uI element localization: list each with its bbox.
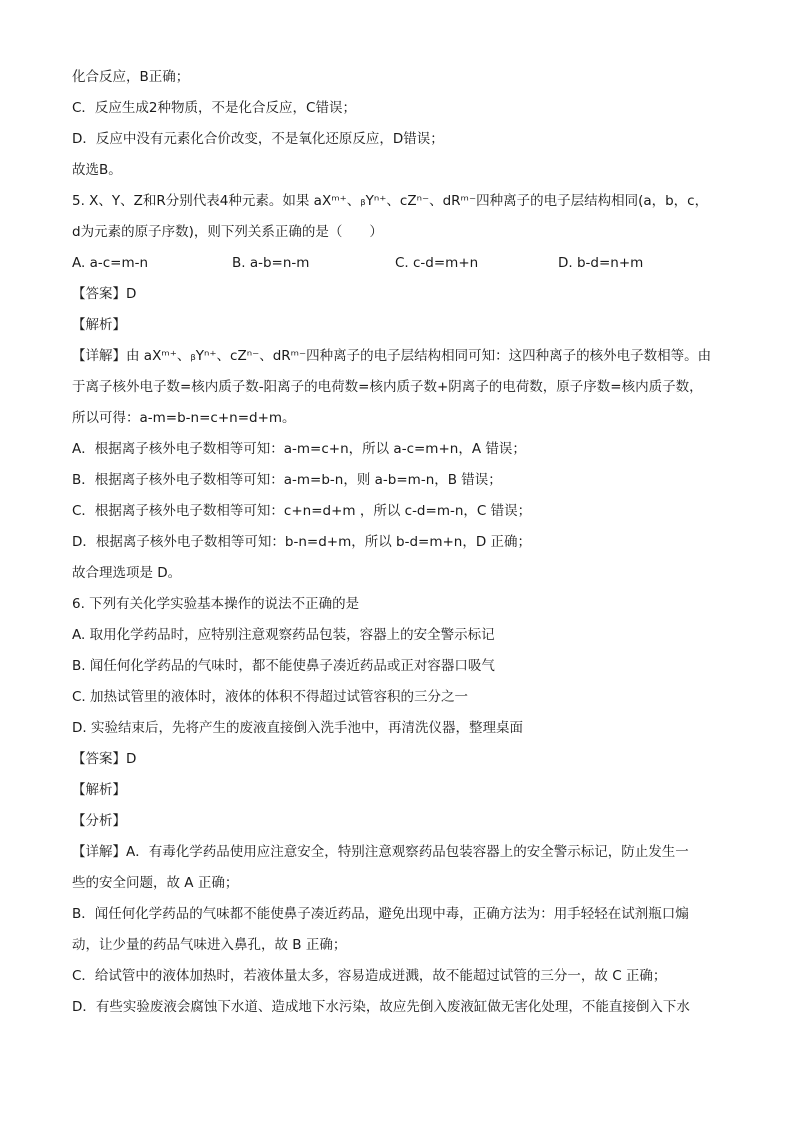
q6-analysis-heading: 【解析】: [72, 782, 126, 798]
q5-option-c: C. c-d=m+n: [395, 255, 479, 271]
q6-detail-c: C．给试管中的液体加热时，若液体量太多，容易造成迸溅，故不能超过试管的三分一，故 C 正确；: [72, 968, 667, 984]
q5-options: [72, 248, 722, 279]
q6-option-d: D. 实验结束后，先将产生的废液直接倒入洗手池中，再清洗仪器，整理桌面: [72, 720, 523, 736]
q6-detail-a1: 【详解】A．有毒化学药品使用应注意安全，特别注意观察药品包装容器上的安全警示标记，防止发生一: [72, 844, 689, 860]
q6-answer: 【答案】D: [72, 751, 137, 767]
text-line: 故选B。: [72, 162, 122, 178]
q6-stem: 6. 下列有关化学实验基本操作的说法不正确的是: [72, 596, 360, 612]
q5-answer: 【答案】D: [72, 286, 137, 302]
text-line: D．反应中没有元素化合价改变，不是氧化还原反应，D错误；: [72, 131, 444, 147]
q5-explain-c: C．根据离子核外电子数相等可知：c+n=d+m ，所以 c-d=m-n，C 错误；: [72, 503, 532, 519]
document-body: [72, 62, 722, 1023]
q5-conclusion: 故合理选项是 D。: [72, 565, 182, 581]
q5-stem-line2: d为元素的原子序数)，则下列关系正确的是（ ）: [72, 224, 383, 240]
q6-detail-b1: B．闻任何化学药品的气味都不能使鼻子凑近药品，避免出现中毒，正确方法为：用手轻轻在试剂瓶口煽: [72, 906, 689, 922]
q6-fenxi-heading: 【分析】: [72, 813, 126, 829]
q5-explain-d: D．根据离子核外电子数相等可知：b-n=d+m，所以 b-d=m+n，D 正确；: [72, 534, 532, 550]
text-line: 化合反应，B正确；: [72, 69, 190, 85]
q6-option-c: C. 加热试管里的液体时，液体的体积不得超过试管容积的三分之一: [72, 689, 469, 705]
q5-explain-b: B．根据离子核外电子数相等可知：a-m=b-n，则 a-b=m-n，B 错误；: [72, 472, 502, 488]
q5-option-d: D. b-d=n+m: [558, 255, 644, 271]
text-line: C．反应生成2种物质，不是化合反应，C错误；: [72, 100, 356, 116]
q5-detail-line3: 所以可得：a-m=b-n=c+n=d+m。: [72, 410, 296, 426]
q6-detail-d: D．有些实验废液会腐蚀下水道、造成地下水污染，故应先倒入废液缸做无害化处理，不能直接倒入下水: [72, 999, 690, 1015]
q6-detail-a2: 些的安全问题，故 A 正确；: [72, 875, 239, 891]
q6-detail-b2: 动，让少量的药品气味进入鼻孔，故 B 正确；: [72, 937, 347, 953]
q6-option-b: B. 闻任何化学药品的气味时，都不能使鼻子凑近药品或正对容器口吸气: [72, 658, 495, 674]
q5-analysis-heading: 【解析】: [72, 317, 126, 333]
q6-option-a: A. 取用化学药品时，应特别注意观察药品包装，容器上的安全警示标记: [72, 627, 495, 643]
q5-option-b: B. a-b=n-m: [232, 255, 310, 271]
q5-stem-line1: 5. X、Y、Z和R分别代表4种元素。如果 aXᵐ⁺、ᵦYⁿ⁺、cZⁿ⁻、dRᵐ⁻四种离子的电子层结构相同(a，b，c，: [72, 193, 709, 209]
q5-detail-line2: 于离子核外电子数=核内质子数-阳离子的电荷数=核内质子数+阴离子的电荷数，原子序数=核内质子数，: [72, 379, 703, 395]
q5-explain-a: A．根据离子核外电子数相等可知：a-m=c+n，所以 a-c=m+n，A 错误；: [72, 441, 526, 457]
q5-option-a: A. a-c=m-n: [72, 255, 149, 271]
q5-detail-line1: 【详解】由 aXᵐ⁺、ᵦYⁿ⁺、cZⁿ⁻、dRᵐ⁻四种离子的电子层结构相同可知：这四种离子的核外电子数相等。由: [72, 348, 712, 364]
